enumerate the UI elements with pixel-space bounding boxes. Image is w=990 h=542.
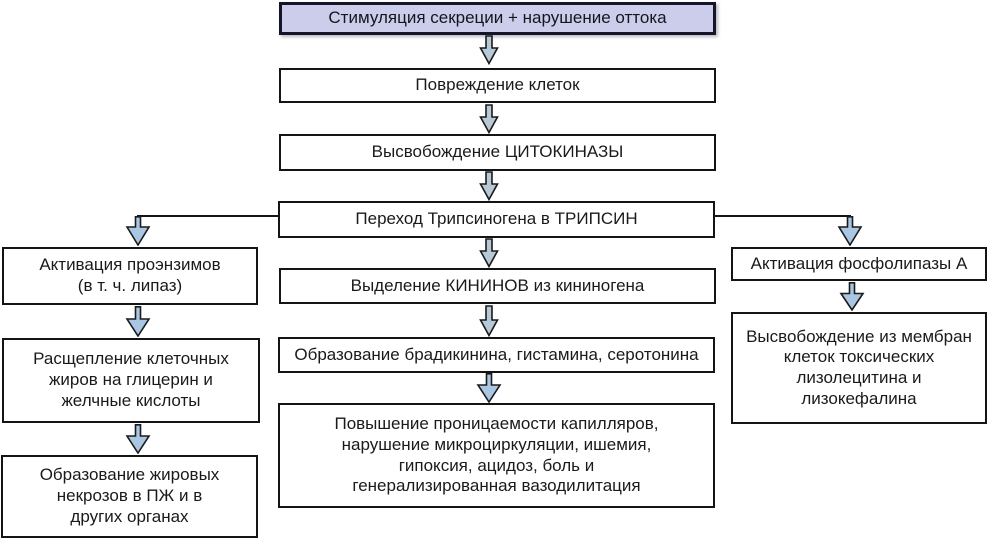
node-phospholipase-activation xyxy=(731,247,987,281)
node-cytokinase-release xyxy=(279,134,716,171)
node-membrane-release xyxy=(731,312,987,424)
node-trypsinogen-to-trypsin xyxy=(278,201,715,238)
down-arrow-icon xyxy=(476,35,502,65)
down-arrow-icon xyxy=(125,216,151,246)
down-arrow-icon xyxy=(125,424,151,454)
node-cell-damage xyxy=(279,68,716,103)
node-fat-necrosis-label: Образование жировых некрозов в ПЖ и в других органах xyxy=(39,465,220,526)
down-arrow-icon xyxy=(837,216,863,246)
down-arrow-icon xyxy=(125,306,151,337)
node-capillary-permeability xyxy=(278,403,715,508)
node-proenzyme-activation-label: Активация проэнзимов (в т. ч. липаз) xyxy=(39,255,221,295)
down-arrow-icon xyxy=(476,171,502,201)
node-phospholipase-activation-label: Активация фосфолипазы А xyxy=(750,253,968,273)
down-arrow-icon xyxy=(476,305,502,337)
node-cell-damage-label: Повреждение клеток xyxy=(415,75,580,95)
node-stimulation xyxy=(279,2,716,35)
right-branch-line xyxy=(714,215,851,217)
node-kinin-release xyxy=(279,268,716,304)
node-fat-splitting-label: Расщепление клеточных жиров на глицерин и желчные кислоты xyxy=(33,349,229,410)
down-arrow-icon xyxy=(476,373,502,403)
node-capillary-permeability-label: Повышение проницаемости капилляров, нарушение микроциркуляции, ишемия, гипоксия, ацидоз, боль и генерализированная вазодилитация xyxy=(334,414,659,496)
node-bradykinin-formation xyxy=(278,337,715,373)
node-fat-splitting xyxy=(2,338,260,423)
node-cytokinase-release-label: Высвобождение ЦИТОКИНАЗЫ xyxy=(371,142,624,162)
node-bradykinin-formation-label: Образование брадикинина, гистамина, серотонина xyxy=(294,344,699,364)
down-arrow-icon xyxy=(476,104,502,134)
node-membrane-release-label: Высвобождение из мембран клеток токсических лизолецитина и лизокефалина xyxy=(746,326,972,408)
node-trypsinogen-to-trypsin-label: Переход Трипсиногена в ТРИПСИН xyxy=(355,209,638,229)
node-proenzyme-activation xyxy=(2,247,258,305)
left-branch-line xyxy=(137,215,279,217)
node-kinin-release-label: Выделение КИНИНОВ из кининогена xyxy=(350,275,645,295)
node-stimulation-label: Стимуляция секреции + нарушение оттока xyxy=(328,8,667,28)
down-arrow-icon xyxy=(476,238,502,268)
down-arrow-icon xyxy=(839,282,865,311)
node-fat-necrosis xyxy=(1,455,258,538)
